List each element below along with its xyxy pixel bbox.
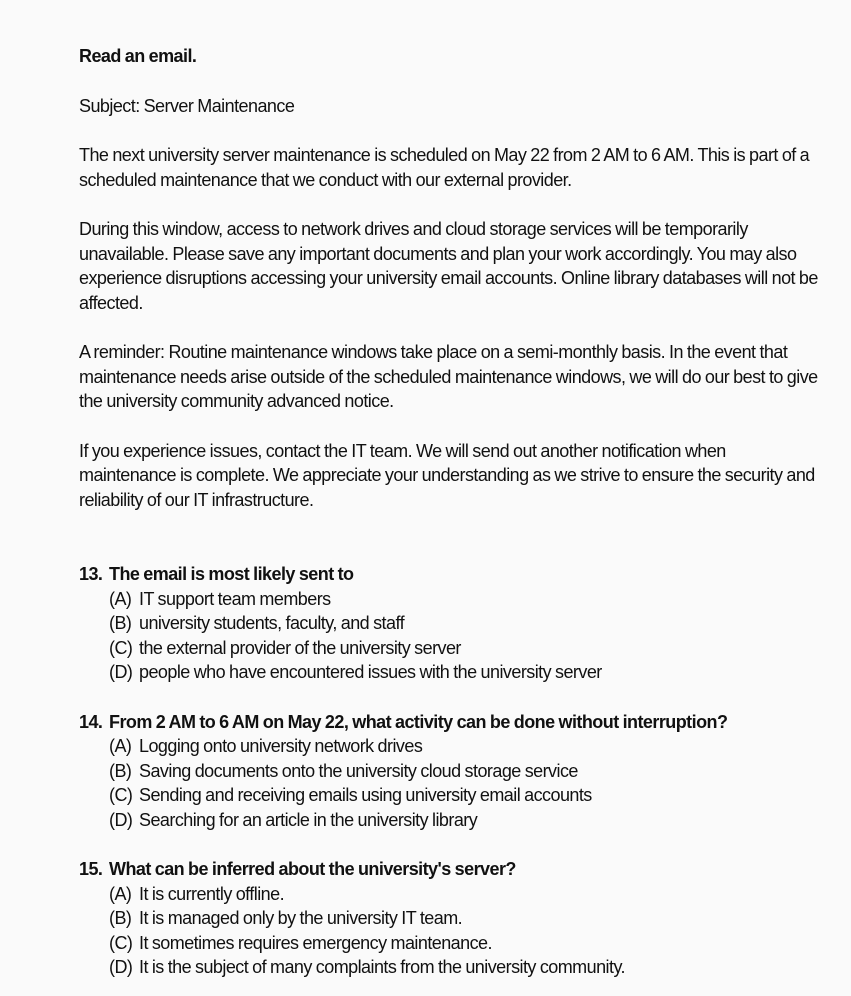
answer-option-a[interactable] <box>79 734 827 759</box>
option-letter: (B) <box>109 760 132 781</box>
question-text: The email is most likely sent to <box>109 564 354 584</box>
option-letter: (C) <box>109 932 133 953</box>
option-letter: (D) <box>109 957 133 977</box>
option-text: It sometimes requires emergency maintenance. <box>139 932 492 953</box>
option-text: Sending and receiving emails using university email accounts <box>139 785 592 805</box>
email-paragraph: A reminder: Routine maintenance windows take place on a semi-monthly basis. In the event that maintenance needs arise outside of the scheduled maintenance windows, we will do our best to give the university community advanced notice. <box>79 342 818 411</box>
question-stem <box>79 710 827 735</box>
question-list <box>79 562 827 980</box>
option-letter: (D) <box>109 662 133 682</box>
answer-options <box>79 882 827 980</box>
option-letter: (B) <box>109 908 132 928</box>
option-text: Searching for an article in the university library <box>139 809 478 830</box>
email-body <box>79 143 827 512</box>
answer-option-d[interactable] <box>79 955 827 980</box>
option-letter: (A) <box>109 883 132 904</box>
question-text: From 2 AM to 6 AM on May 22, what activity can be done without interruption? <box>109 711 728 732</box>
answer-options <box>79 587 827 685</box>
email-paragraph: The next university server maintenance is scheduled on May 22 from 2 AM to 6 AM. This is part of a scheduled maintenance that we conduct with our external provider. <box>79 145 810 190</box>
answer-option-b[interactable] <box>79 906 827 931</box>
question-number: 13. <box>79 564 103 584</box>
question-text: What can be inferred about the university's server? <box>109 859 516 879</box>
answer-option-b[interactable] <box>79 759 827 784</box>
option-text: It is the subject of many complaints from the university community. <box>139 957 626 977</box>
option-letter: (A) <box>109 588 132 609</box>
option-letter: (A) <box>109 736 132 756</box>
answer-option-a[interactable] <box>79 882 827 907</box>
answer-option-c[interactable] <box>79 636 827 661</box>
answer-option-c[interactable] <box>79 931 827 956</box>
answer-options <box>79 734 827 832</box>
option-text: people who have encountered issues with the university server <box>139 662 602 682</box>
email-paragraph: During this window, access to network drives and cloud storage services will be temporarily unavailable. Please save any important documents and plan your work accordingly. You may also experience disruptions accessing your university email accounts. Online library databases will not be affected. <box>79 219 818 313</box>
option-text: university students, faculty, and staff <box>139 613 405 633</box>
instruction-heading: Read an email. <box>79 46 197 66</box>
email-subject: Subject: Server Maintenance <box>79 95 295 116</box>
answer-option-d[interactable] <box>79 660 827 685</box>
question-14 <box>79 710 827 833</box>
option-letter: (C) <box>109 637 133 658</box>
option-text: Logging onto university network drives <box>139 736 423 756</box>
answer-option-d[interactable] <box>79 808 827 833</box>
option-text: It is currently offline. <box>139 883 285 904</box>
option-letter: (B) <box>109 613 132 633</box>
question-stem <box>79 857 827 882</box>
question-15 <box>79 857 827 980</box>
answer-option-c[interactable] <box>79 783 827 808</box>
answer-option-b[interactable] <box>79 611 827 636</box>
question-number: 14. <box>79 711 103 732</box>
option-letter: (C) <box>109 785 133 805</box>
question-number: 15. <box>79 859 103 879</box>
question-13 <box>79 562 827 685</box>
option-letter: (D) <box>109 809 133 830</box>
option-text: the external provider of the university server <box>139 637 461 658</box>
question-stem <box>79 562 827 587</box>
option-text: IT support team members <box>139 588 331 609</box>
option-text: Saving documents onto the university cloud storage service <box>139 760 578 781</box>
answer-option-a[interactable] <box>79 587 827 612</box>
email-paragraph: If you experience issues, contact the IT team. We will send out another notification when maintenance is complete. We appreciate your understanding as we strive to ensure the security and reliability of our IT infrastructure. <box>79 440 815 510</box>
option-text: It is managed only by the university IT team. <box>139 908 463 928</box>
